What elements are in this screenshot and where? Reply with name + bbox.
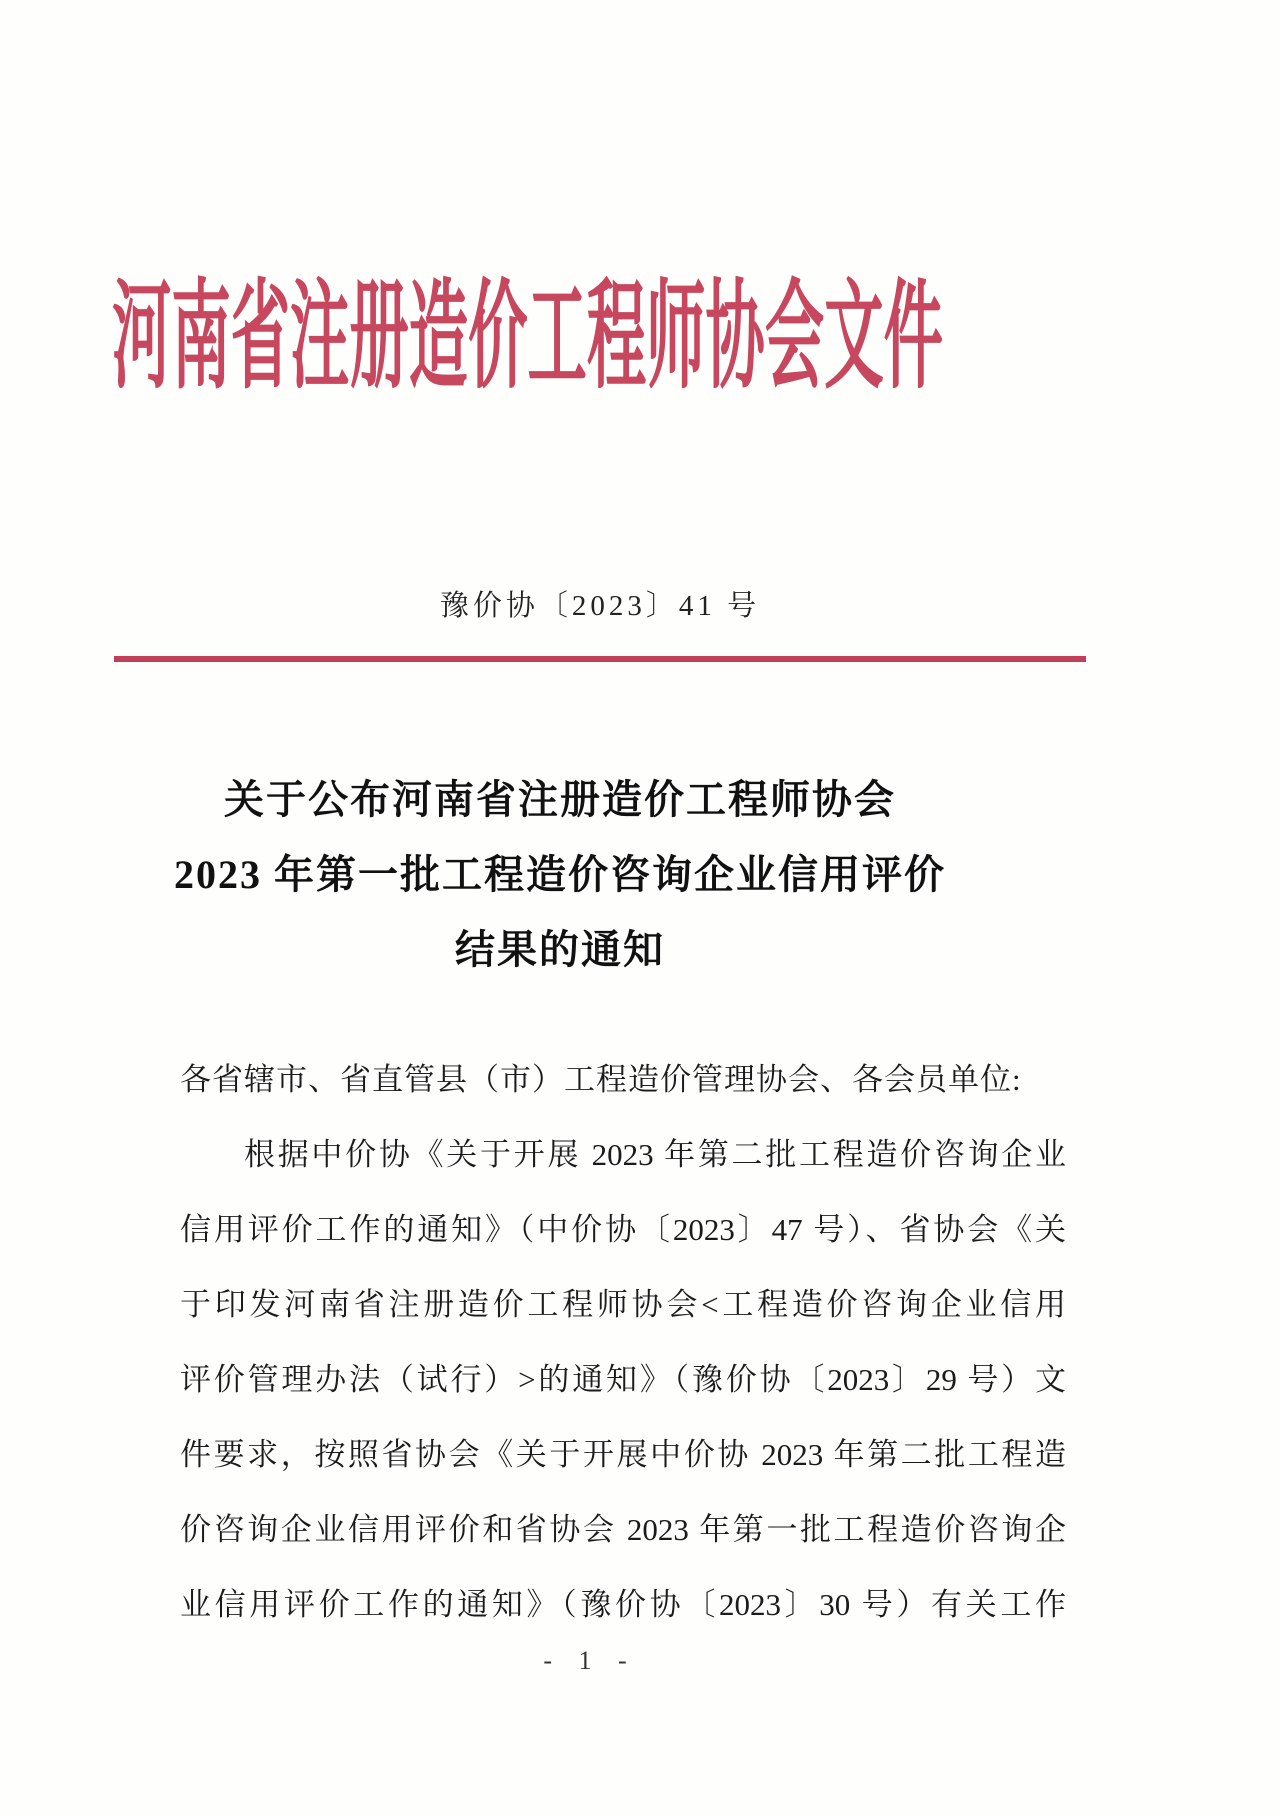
page-number: - 1 - [543, 1646, 637, 1675]
doc-title-line-3: 结果的通知 [455, 927, 665, 972]
doc-title-line-1: 关于公布河南省注册造价工程师协会 [224, 777, 896, 822]
doc-title-line-2: 2023 年第一批工程造价咨询企业信用评价 [174, 852, 946, 897]
paragraph-line-1: 根据中价协《关于开展 2023 年第二批工程造价咨询企业 [244, 1137, 1066, 1172]
paragraph-line-4: 评价管理办法（试行）>的通知》（豫价协〔2023〕29 号）文 [180, 1362, 1066, 1397]
red-divider-rule [114, 656, 1086, 662]
salutation-line: 各省辖市、省直管县（市）工程造价管理协会、各会员单位: [180, 1062, 1022, 1097]
document-body [180, 1042, 1066, 1642]
doc-number: 豫价协〔2023〕41 号 [439, 590, 761, 622]
org-title-banner: 河南省注册造价工程师协会文件 [112, 272, 943, 403]
doc-title [115, 762, 1005, 987]
paragraph-line-5: 件要求，按照省协会《关于开展中价协 2023 年第二批工程造 [180, 1437, 1066, 1472]
paragraph-line-7: 业信用评价工作的通知》（豫价协〔2023〕30 号）有关工作 [180, 1587, 1066, 1622]
page-footer [115, 1646, 1065, 1676]
paragraph-line-3: 于印发河南省注册造价工程师协会<工程造价咨询企业信用 [180, 1287, 1066, 1322]
paragraph-line-6: 价咨询企业信用评价和省协会 2023 年第一批工程造价咨询企 [180, 1512, 1066, 1547]
paragraph-line-2: 信用评价工作的通知》（中价协〔2023〕47 号）、省协会《关 [180, 1212, 1066, 1247]
